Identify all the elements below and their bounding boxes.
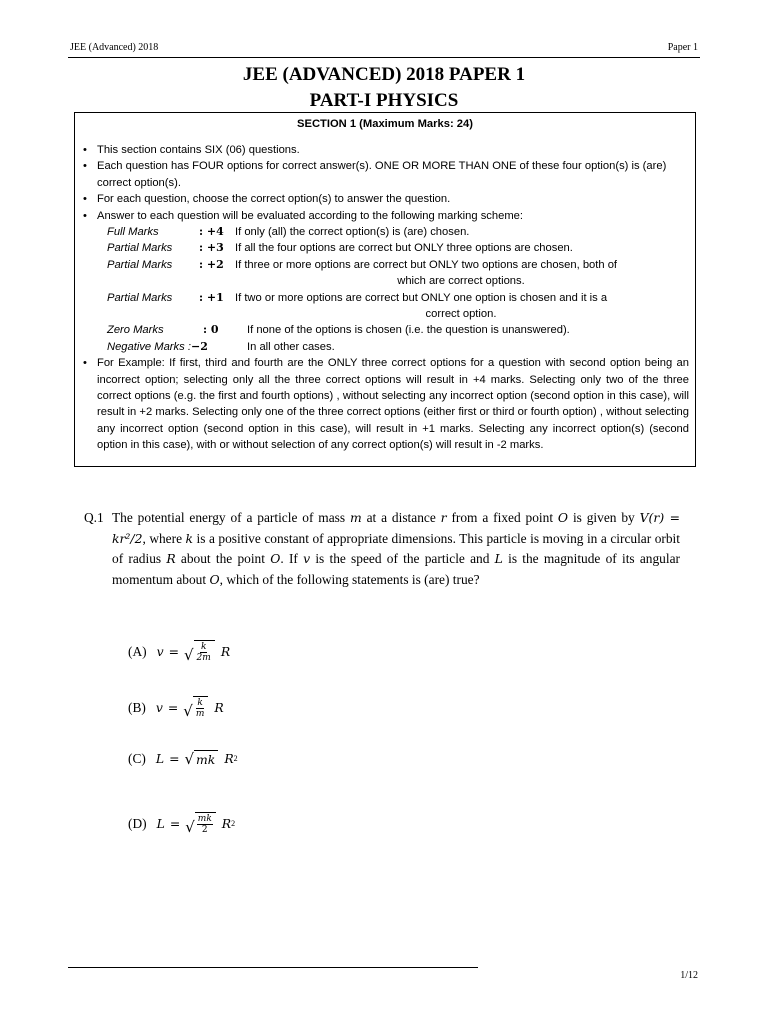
marking-label: Full Marks (107, 226, 159, 239)
option-b (128, 696, 224, 719)
option-equals: = (168, 644, 179, 659)
header-paper-label: Paper 1 (667, 42, 698, 53)
marking-row (75, 224, 695, 240)
question-block (84, 508, 680, 590)
option-label: (A) (128, 643, 147, 659)
marking-value: : 0 (203, 323, 219, 337)
question-text-part: at a distance (361, 510, 441, 525)
fraction (196, 642, 212, 663)
page-subtitle: PART-I PHYSICS (309, 90, 459, 111)
marking-value: : +1 (199, 290, 224, 304)
marking-text: If three or more options are correct but ONLY two options are chosen, both of (235, 258, 618, 271)
marking-text: If all the four options are correct but ONLY three options are chosen. (235, 242, 573, 255)
marking-row (75, 290, 695, 323)
fraction-numerator: k (197, 698, 203, 708)
option-lhs: L (156, 816, 165, 831)
footer-divider (68, 967, 478, 968)
page-number: 1/12 (680, 970, 698, 981)
option-rhs: R (221, 816, 232, 831)
option-equals: = (169, 816, 181, 831)
fraction-denominator: 2 (201, 825, 208, 835)
question-text-part: is a positive constant of appropriate dimensions. This particle is moving in a circular orbit of radius (112, 530, 680, 566)
math-symbol: O (557, 510, 569, 525)
question-text-part: The potential energy of a particle of mass (112, 510, 350, 525)
option-d (128, 812, 235, 835)
question-text-part: is the speed of the particle and (310, 551, 495, 566)
math-symbol: L (494, 551, 503, 566)
option-lhs: L (155, 751, 165, 766)
option-lhs: v (155, 700, 163, 715)
option-a (128, 640, 230, 663)
marking-row (75, 257, 695, 290)
header-exam-name: JEE (Advanced) 2018 (70, 42, 159, 53)
option-rhs: R (224, 751, 234, 766)
marking-value: : +2 (199, 257, 224, 271)
marking-value: −2 (191, 339, 208, 353)
question-text-part: is the magnitude of its angular momentum about (112, 551, 680, 587)
option-rhs: R (220, 644, 231, 659)
radical-sign-icon: √ (183, 702, 193, 720)
question-text-part: is given by (568, 510, 640, 525)
marking-text: If two or more options are correct but ONLY one option is chosen and it is a (235, 291, 608, 304)
marking-value: : +4 (199, 225, 224, 239)
radical-sign-icon: √ (185, 818, 195, 836)
marking-row (75, 240, 695, 256)
option-c (128, 750, 238, 767)
marking-label: Negative Marks : (107, 340, 191, 353)
option-equals: = (167, 700, 179, 715)
marking-label: Zero Marks (107, 324, 164, 337)
exponent: 2 (231, 819, 236, 828)
math-symbol: r (440, 510, 447, 525)
instruction-bullet: • Each question has FOUR options for correct answer(s). ONE OR MORE THAN ONE of these four option(s) is (are) correct option(s). (75, 158, 695, 191)
radicand: mk (196, 752, 216, 767)
option-label: (D) (128, 815, 147, 831)
header-divider (68, 57, 700, 58)
math-symbol: v (303, 551, 311, 566)
math-symbol: O (270, 551, 281, 566)
question-text-part: , where (142, 530, 186, 546)
instructions-box (74, 112, 696, 467)
marking-text-continued: which are correct options. (397, 275, 525, 288)
math-symbol: O (209, 571, 220, 587)
section-title: SECTION 1 (Maximum Marks: 24) (297, 118, 473, 130)
marking-label: Partial Marks (107, 242, 173, 255)
marking-text-continued: correct option. (425, 308, 497, 321)
fraction (195, 698, 206, 719)
marking-text: If none of the options is chosen (i.e. the question is unanswered). (247, 324, 570, 337)
marking-label: Partial Marks (107, 258, 173, 271)
question-number: Q.1 (84, 510, 104, 525)
question-text-part: , which of the following statements is (are) true? (219, 571, 480, 587)
math-symbol: m (349, 510, 362, 525)
option-label: (C) (128, 750, 146, 766)
question-text-part: . If (280, 551, 304, 566)
option-rhs: R (214, 700, 224, 715)
fraction-numerator: mk (197, 814, 212, 824)
page-title: JEE (ADVANCED) 2018 PAPER 1 (242, 64, 526, 85)
fraction-denominator: 2m (196, 653, 211, 663)
square-root (183, 696, 208, 719)
instruction-bullet: • For each question, choose the correct option(s) to answer the question. (75, 191, 695, 207)
option-label: (B) (128, 699, 146, 715)
math-symbol: k (185, 530, 194, 546)
question-text-part: about the point (175, 551, 271, 566)
option-equals: = (169, 751, 180, 766)
fraction-denominator: m (195, 709, 205, 719)
square-root (184, 640, 215, 663)
marking-value: : +3 (199, 241, 224, 255)
question-text (112, 508, 680, 590)
square-root (185, 812, 216, 835)
marking-text: In all other cases. (247, 340, 335, 353)
fraction (197, 814, 213, 835)
instruction-bullet: • This section contains SIX (06) questions. (75, 142, 695, 158)
square-root (184, 750, 218, 767)
example-paragraph: • For Example: If first, third and fourth are the ONLY three correct options for a question with second option being an incorrect option; selecting only all the three correct options will result in +4 marks. Selecting only two of the three correct options (e.g. the first and fourth options) , without selecting any incorrect option (second option in this case), will result in +2 marks. Selecting only one of the three correct options (either first or third or fourth option) , without selecting any incorrect option (second option in this case), will result in +1 marks. Selecting any incorrect option(s) (second option in this case), with or without selection of any correct option(s) will result in -2 marks. (75, 355, 695, 453)
marking-row (75, 339, 695, 355)
math-expression: V(r) = kr²/2 (112, 510, 680, 546)
instruction-bullet: • Answer to each question will be evaluated according to the following marking scheme: (75, 208, 695, 224)
radical-sign-icon: √ (183, 646, 194, 664)
radical-sign-icon: √ (184, 750, 195, 768)
marking-label: Partial Marks (107, 291, 173, 304)
marking-text: If only (all) the correct option(s) is (are) chosen. (235, 226, 470, 239)
exponent: 2 (233, 754, 238, 763)
option-lhs: v (156, 644, 164, 659)
marking-row (75, 322, 695, 338)
math-symbol: R (166, 551, 176, 566)
question-text-part: from a fixed point (446, 510, 558, 525)
fraction-numerator: k (200, 642, 207, 652)
